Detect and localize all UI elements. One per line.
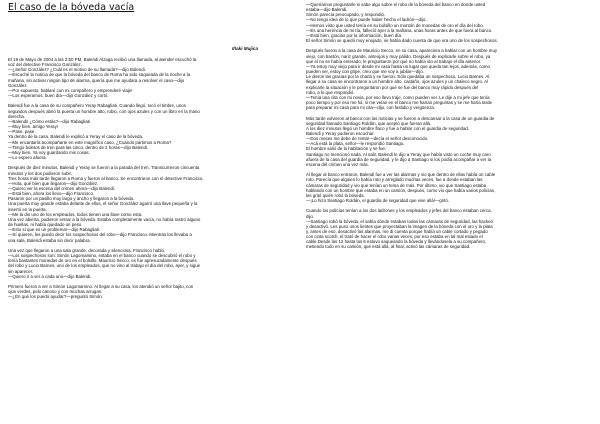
- paragraph: [306, 2, 590, 43]
- text-line: —Queríamos preguntarle si sabe algo sobre el robo de la bóveda del banco en donde usted: [306, 2, 486, 7]
- text-line: Cuando los policías tenían a los dos ladrones y los empleados y jefes del banco estaban cerca,: [306, 208, 492, 214]
- text-line: llegar a su casa se encontraron a un hombre alto, castaño, ojos azules y un chaleco negro. Al: [306, 79, 489, 85]
- text-line: y desactivó. Les puso unos lientes que proyectaban la imagen de la bóveda con el oro y la plata: [306, 223, 493, 229]
- text-line: El señor Simón se quedó muy enojado, se había dado cuenta de que era uno de los sospechosos.: [306, 38, 498, 44]
- text-line: Más tarde volvieron al banco con las noticias y se fueron a descansar a la casa de un guardia de: [306, 115, 495, 121]
- text-line: que el no se había enterado, le preguntaron por qué no había ido al trabajo el día anterior.: [306, 58, 482, 64]
- text-line: explicarle la situación y le preguntaron por qué se fue del banco muy rápido después del: [306, 84, 479, 90]
- text-line: de huellas, ni había quedado un peso.: [8, 222, 83, 228]
- text-line: —Por supuesto, hablaré con mi compañero y emprenderé viaje!: [8, 87, 133, 93]
- text-line: metiendo todo en su camión, que está allá, al final, activó las cámaras de seguridad.: [306, 244, 471, 250]
- text-line: Balendi y Yeray pudieron escuchar.: [306, 130, 375, 136]
- left-text-column: [8, 57, 282, 299]
- text-line: viejo, con bastón, nariz grande, anteojos y muy pálido. Después de explicarle sobre el robo, ya: [306, 53, 491, 59]
- paragraph: [306, 116, 590, 168]
- text-line: una sala, Balendi estaba sin decir palabra.: [8, 237, 91, 243]
- text-line: Pasaron por un pasillo muy largo y ancho y llegaron a la bóveda.: [8, 196, 135, 202]
- story-title: El caso de la bóveda vacía: [8, 2, 135, 13]
- right-text-column: [306, 2, 590, 250]
- text-line: afuera de la casa del guardia de seguridad, y le dijo a Santiago si los podía acompañar a ver la: [306, 156, 492, 162]
- paragraph: [306, 172, 590, 203]
- paragraph: [8, 248, 282, 279]
- text-line: tenía bastantes monedas de oro en el bolsillo. Mauricio Secco, es fue apresuradamente después: [8, 258, 197, 264]
- text-line: Después fueron a la casa de Mauricio Secco, en su casa, apareciera a hablar con un hombre muy: [306, 48, 498, 54]
- text-line: poco tiempo y por eso me fui, si me veían en el banco me harían preguntas y se me haría tarde: [306, 100, 492, 105]
- text-line: hablando con un hombre que estaba en un camión, después, como vio que había varios policías,: [306, 187, 496, 193]
- text-line: El hombre salió de la habitación y se fue.: [306, 146, 387, 152]
- text-line: Al llegar al banco entraron, Balendi fue a ver las alarmas y vio que dentro de ellas había un cable: [306, 172, 496, 178]
- author-name: Iñaki Mujica: [232, 46, 259, 51]
- text-line: voz del detective Francisco González.: [8, 62, 82, 68]
- text-line: —Hemos visto que usted tenía en su bolsillo un montón de monedas de oro el día del robo.: [306, 22, 484, 28]
- text-line: —Escuché la noticia de que la bóveda del banco de Roma ha sido saqueada de la noche a la: [8, 72, 191, 78]
- text-line: Tres horas más tarde llegaron a Roma y fueron al banco. Se encontraron con el detective Francisco.: [8, 175, 204, 181]
- text-line: —Hola, qué bien que llegaron—dijo González.: [8, 180, 99, 186]
- text-line: —Dos meses me debe de renta!—decía el señor desconocido.: [306, 136, 429, 142]
- text-line: —Me encantaría acompañarte en este magnífico caso. ¿Cuándo partimos a Roma?: [8, 139, 172, 145]
- text-line: mañana, sin activar ningún tipo de alarma, quería que me ayudara a resolver el caso—dijo: [8, 77, 185, 83]
- text-line: del robo y Lucio Barnes, uno de los empleados, que no vino al trabajo el día del robo, ayer, y sigue: [8, 263, 201, 269]
- text-line: minutos y los dos pudieron subir.: [8, 170, 72, 176]
- text-line: —Esto sí que es un problema!—dijo Rabagliati.: [8, 227, 101, 233]
- text-line: Una puerta muy grande estaba delante de ellos, el señor González agarró una llave pequeña y la: [8, 201, 198, 207]
- text-line: escena del crimen una vez más.: [306, 161, 369, 167]
- text-line: roto. Parecía que alguien lo había roto y arreglado muchas veces, fue a donde estaban las: [306, 177, 483, 183]
- text-line: para preparar mi casa para mi cita—dijo, con fastidio y vergüenza.: [306, 105, 436, 111]
- text-line: y, antes de eso, desactivó las alarmas, me di cuenta porque había un cable cortado y pegado: [306, 229, 488, 234]
- text-line: —Pase, pase.: [8, 129, 36, 135]
- text-line: con cinta scotch, el trató de hacer el robo varias veces, por eso estaba en tal mal estado el: [306, 234, 483, 240]
- text-line: estaba—dijo Balendi.: [306, 7, 348, 13]
- paragraph: [306, 208, 590, 249]
- text-line: —Quiero ir a ver a cada uno—dijo Balendi.: [8, 273, 92, 279]
- text-line: —No tengo idea de lo que puede haber hecho el ladrón—dijo.: [306, 17, 427, 23]
- text-line: —Sí quieren, les puedo decir los sospechosos del robo—dijo Francisco. Mientras los llevaba a: [8, 232, 192, 238]
- text-line: —Los esperamos, buen día—dijo González y cortó.: [8, 93, 109, 99]
- text-line: —¿Señor González? ¿Cuál es el motivo de su llamada?—dijo Balendi.: [8, 67, 146, 73]
- paragraph: [8, 57, 282, 98]
- text-line: González.: [8, 82, 28, 88]
- paragraph: [8, 284, 282, 299]
- text-line: —Acá está la plata, señor—le respondió Santiago.: [306, 141, 405, 147]
- text-line: —Está bien, ahora los llevo—dijo Francisco.: [8, 191, 95, 197]
- text-line: seguridad llamado Santiago Roldán, que aceptó que fueran allá.: [306, 120, 432, 126]
- paragraph: [306, 48, 590, 110]
- text-line: Una vez que llegaron a una sala grande, decorada y silenciosa, Francisco habló.: [8, 247, 166, 253]
- text-line: —Muy bien, amigo Yeray!: [8, 124, 59, 130]
- text-line: —Muy bien. Ya voy guardando mis cosas.: [8, 149, 90, 155]
- text-line: —Me la dio uno de los empleados, todos tienen una llave como esta.: [8, 211, 143, 217]
- text-line: Primero fueron a ver a Simón Lagomarsino. Al llegar a su casa, los atendió un señor bajito, con: [8, 284, 194, 289]
- text-line: pueden ver, estoy con gripe, creo que me voy a jubilar—dijo.: [306, 69, 424, 75]
- text-line: Balendi fue a la casa de su compañero Yeray Rabagliati. Cuando llegó, tocó el timbre, unos: [8, 103, 186, 109]
- text-line: Después de diez minutos, Balendi y Yeray se fueron a la parada del tren. Transcurrieron cincuenta: [8, 165, 200, 171]
- text-line: El 19 de Mayo de 2004 a las 2:50 PM, Balendi Alzaga recibió una llamada, al atender escuchó la: [8, 57, 197, 62]
- text-line: —Lo espero afuera.: [8, 155, 47, 160]
- text-line: —Es una herencia de mi tía, falleció ayer a la mañana, unas horas antes de que fuera al banco.: [306, 27, 493, 33]
- text-line: dijo.: [306, 213, 315, 219]
- text-line: A los diez minutos llegó un hombre flaco y fue a hablar con el guardia de seguridad.: [306, 125, 470, 131]
- text-line: —Tengo boletos de tren para las cinco, dentro de 2 horas—dijo Balendi.: [8, 144, 149, 150]
- text-line: ojos verdes, pelo canoso y con muchas arrugas.: [8, 289, 103, 295]
- text-line: —Santiago robó la bóveda, el sabía dónde estaban todas las cámaras de seguridad, las hackeó: [306, 218, 493, 224]
- paragraph: [8, 103, 282, 160]
- text-line: Simón parecía preocupado, y respondió.: [306, 12, 386, 18]
- text-line: les gritó quién robó la bóveda.: [306, 192, 365, 198]
- text-line: sin aparecer.: [8, 268, 34, 274]
- text-line: cable.Desde las 12 hasta las 6 estuvo saqueando la bóveda y llevándosela a su compañero,: [306, 239, 487, 245]
- text-line: segundos después abrió la puerta un hombre alto, rubio, con ojos azules y con un libro en la mano: [8, 108, 200, 114]
- text-line: —Ya estoy muy viejo para ir desde mi casa hasta un lugar que queda tan lejos, además, como: [306, 63, 490, 69]
- text-line: Ya dentro de la casa, Balendi le explicó a Yeray el caso de la bóveda.: [8, 134, 144, 140]
- text-line: —Tenía una cita con mi novia, por eso llevo traje, como pueden ver. Le dije a mi jefe que tenía: [306, 94, 490, 100]
- text-line: —¡Lo hizo Santiago Roldán, el guardia de seguridad que vive allá!—gritó.: [306, 198, 450, 204]
- text-line: —Quiero ver la escena del crimen ahora—dijo Balendi.: [8, 185, 116, 191]
- text-line: Una vez abierta, pudieron entrar a la bóveda. Estaba completamente vacía, no había rastro alguno: [8, 216, 201, 222]
- text-line: —¿En qué los puedo ayudar?—preguntó Simón.: [8, 294, 103, 300]
- paragraph: [8, 165, 282, 242]
- text-line: —Los sospechosos son: Simón Lagomarsino, estaba en el banco cuando se descubrió el robo y: [8, 253, 196, 259]
- text-line: Santiago no mencionó nada. Al salir, Balendi le dijo a Yeray que había visto un coche muy caro: [306, 151, 491, 157]
- text-line: insertó en la puerta.: [8, 206, 47, 212]
- text-line: cámaras de seguridad y vio que tenían un tema de más. Por último, vio que Santiago estaba: [306, 182, 487, 188]
- text-line: derecha.: [8, 113, 26, 119]
- text-line: —Está bien, gracias por la información, buen día.: [306, 32, 403, 38]
- text-line: Le dieron las gracias por la charla y se fueron. Sólo quedaba un sospechoso, Lucio Barnes. Al: [306, 74, 490, 80]
- text-line: —Balendi! ¿Cómo estás?—dijo Rabagliati: [8, 118, 90, 124]
- text-line: robo, a lo que respondió.: [306, 89, 355, 95]
